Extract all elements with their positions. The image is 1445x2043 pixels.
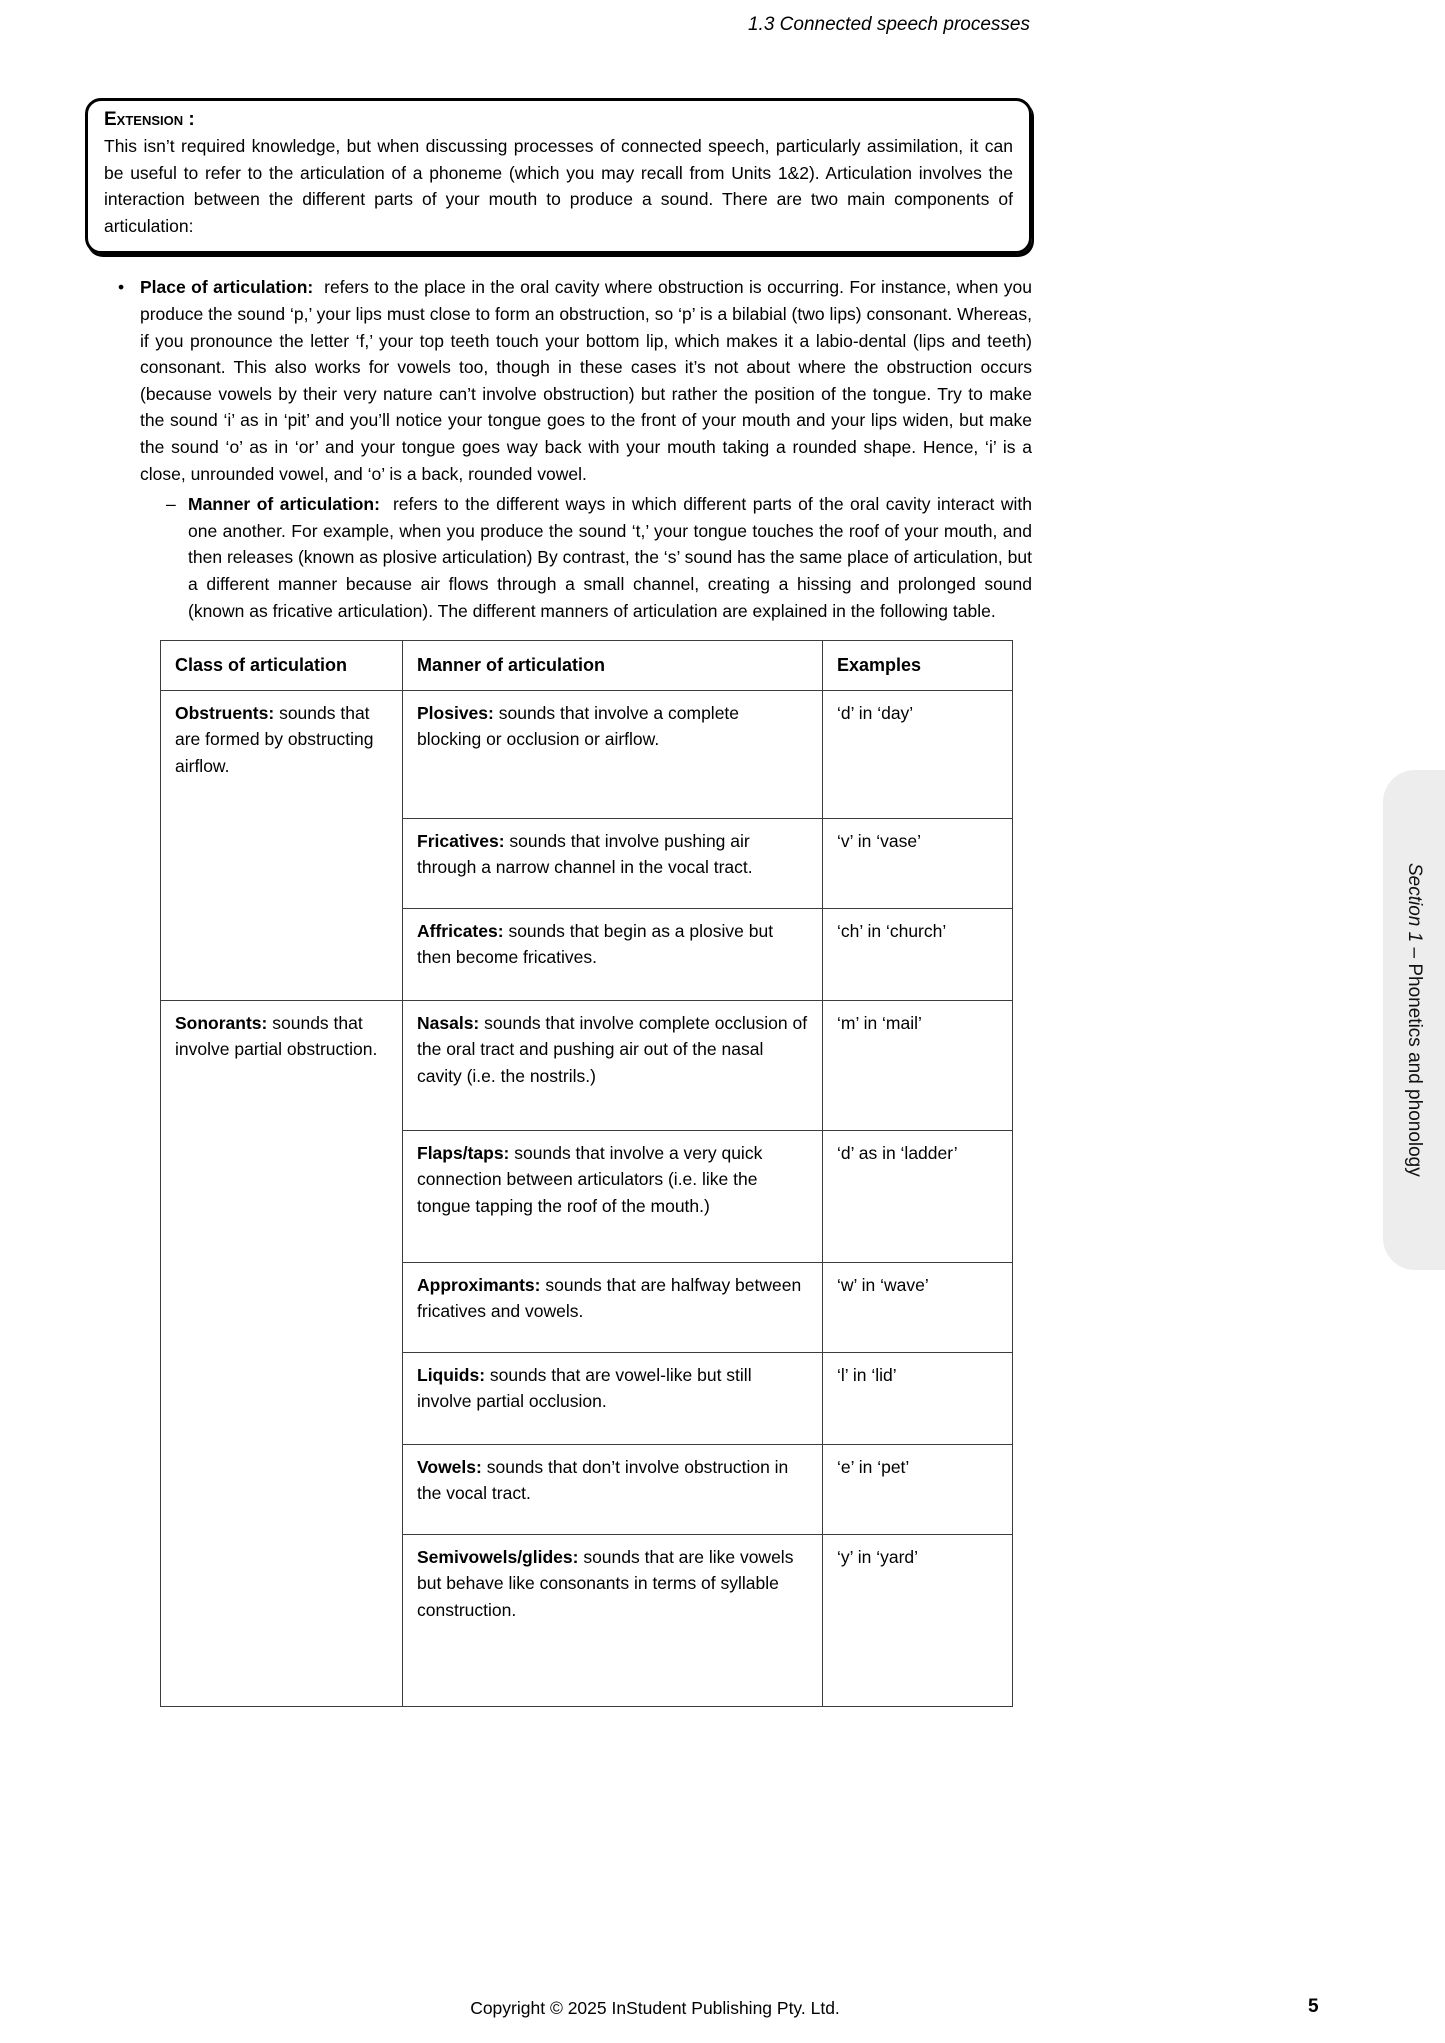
example-cell: ‘w’ in ‘wave’ (823, 1263, 1013, 1353)
manner-cell-term: Vowels: (417, 1457, 482, 1478)
class-cell-term: Sonorants: (175, 1013, 268, 1034)
manner-cell-desc: sounds that involve complete occlusion of the oral tract and pushing air out of the nasal cavity (i.e. the nostrils.) (417, 1013, 808, 1086)
class-cell (161, 691, 403, 1001)
manner-cell (403, 1001, 823, 1131)
bullet-manner-of-articulation (166, 491, 1032, 624)
header-class-of-articulation: Class of articulation (161, 641, 403, 691)
class-cell-desc: sounds that are formed by obstructing airflow. (175, 703, 374, 776)
section-number: Section 1 (1404, 863, 1425, 943)
manner-cell-desc: sounds that are like vowels but behave like consonants in terms of syllable construction. (417, 1547, 794, 1620)
dash-marker: – (166, 494, 176, 515)
manner-cell (403, 1353, 823, 1445)
manner-cell-term: Nasals: (417, 1013, 480, 1034)
manner-cell-term: Liquids: (417, 1365, 486, 1386)
section-title: Phonetics and phonology (1404, 963, 1425, 1177)
example-cell: ‘v’ in ‘vase’ (823, 819, 1013, 909)
manner-cell-desc: sounds that don’t involve obstruction in the vocal tract. (417, 1457, 789, 1504)
section-separator: – (1404, 942, 1425, 964)
page-content (85, 98, 1032, 1707)
footer-copyright: Copyright © 2025 InStudent Publishing Pty. Ltd. (470, 1998, 840, 2018)
bullet-manner-text: refers to the different ways in which different parts of the oral cavity interact with one another. For example, when you produce the sound ‘t,’ your tongue touches the roof of your mouth, and then releases (known as plosive articulation) By contrast, the ‘s’ sound has the same place of articulation, but a different manner because air flows through a small channel, creating a hissing and prolonged sound (known as fricative articulation). The different manners of articulation are explained in the following table. (188, 494, 1032, 621)
extension-heading: Extension : (104, 109, 195, 130)
example-cell: ‘y’ in ‘yard’ (823, 1535, 1013, 1707)
manner-cell (403, 1131, 823, 1263)
extension-body: This isn’t required knowledge, but when discussing processes of connected speech, particularly assimilation, it can be useful to refer to the articulation of a phoneme (which you may recall from Units 1&2). Articulation involves the interaction between the different parts of your mouth to produce a sound. There are two main components of articulation: (104, 136, 1013, 236)
extension-box (85, 98, 1032, 254)
manner-cell (403, 691, 823, 819)
articulation-table-body (161, 691, 1013, 1707)
manner-cell (403, 909, 823, 1001)
manner-cell-term: Plosives: (417, 703, 494, 724)
example-cell: ‘e’ in ‘pet’ (823, 1445, 1013, 1535)
page-number: 5 (1308, 1996, 1319, 2017)
class-cell (161, 1001, 403, 1707)
manner-cell (403, 1263, 823, 1353)
header-examples: Examples (823, 641, 1013, 691)
articulation-table (160, 640, 1013, 1707)
table-row (161, 691, 1013, 819)
manner-cell-desc: sounds that are vowel-like but still involve partial occlusion. (417, 1365, 752, 1412)
manner-cell-term: Affricates: (417, 921, 504, 942)
class-cell-desc: sounds that involve partial obstruction. (175, 1013, 378, 1060)
manner-cell-term: Fricatives: (417, 831, 505, 852)
example-cell: ‘d’ as in ‘ladder’ (823, 1131, 1013, 1263)
manner-cell-term: Semivowels/glides: (417, 1547, 579, 1568)
manner-cell-desc: sounds that are halfway between fricatives and vowels. (417, 1275, 802, 1322)
articulation-table-wrap (160, 640, 1032, 1707)
manner-cell-term: Flaps/taps: (417, 1143, 510, 1164)
example-cell: ‘ch’ in ‘church’ (823, 909, 1013, 1001)
bullet-marker: • (118, 277, 125, 298)
header-manner-of-articulation: Manner of articulation (403, 641, 823, 691)
example-cell: ‘l’ in ‘lid’ (823, 1353, 1013, 1445)
manner-cell-desc: sounds that involve a very quick connection between articulators (i.e. like the tongue tapping the roof of the mouth.) (417, 1143, 763, 1216)
section-tab (1383, 770, 1445, 1270)
example-cell: ‘m’ in ‘mail’ (823, 1001, 1013, 1131)
manner-cell-term: Approximants: (417, 1275, 541, 1296)
manner-cell-desc: sounds that begin as a plosive but then become fricatives. (417, 921, 774, 968)
example-cell: ‘d’ in ‘day’ (823, 691, 1013, 819)
manner-cell-desc: sounds that involve pushing air through a narrow channel in the vocal tract. (417, 831, 753, 878)
manner-cell (403, 819, 823, 909)
page-header-title: 1.3 Connected speech processes (747, 14, 1030, 35)
bullet-place-paragraph (140, 274, 1032, 487)
table-row (161, 1001, 1013, 1131)
table-header-row (161, 641, 1013, 691)
manner-cell-desc: sounds that involve a complete blocking or occlusion or airflow. (417, 703, 740, 750)
bullet-manner-label: Manner of articulation: (188, 494, 380, 515)
bullet-place-label: Place of articulation: (140, 277, 314, 298)
bullet-manner-paragraph (188, 491, 1032, 624)
class-cell-term: Obstruents: (175, 703, 275, 724)
bullet-place-text: refers to the place in the oral cavity where obstruction is occurring. For instance, when you produce the sound ‘p,’ your lips must close to form an obstruction, so ‘p’ is a bilabial (two lips) consonant. Whereas, if you pronounce the letter ‘f,’ your top teeth touch your bottom lip, which makes it a labio-dental (lips and teeth) consonant. This also works for vowels too, though in these cases it’s not about where the obstruction occurs (because vowels by their very nature can’t involve obstruction) but rather the position of the tongue. Try to make the sound ‘i’ as in ‘pit’ and you’ll notice your tongue goes to the front of your mouth and your lips widen, but make the sound ‘o’ as in ‘or’ and your tongue goes way back with your mouth taking a rounded shape. Hence, ‘i’ is a close, unrounded vowel, and ‘o’ is a back, rounded vowel. (140, 277, 1032, 484)
bullet-place-of-articulation (118, 274, 1032, 487)
manner-cell (403, 1445, 823, 1535)
section-tab-label (1403, 863, 1425, 1177)
manner-cell (403, 1535, 823, 1707)
